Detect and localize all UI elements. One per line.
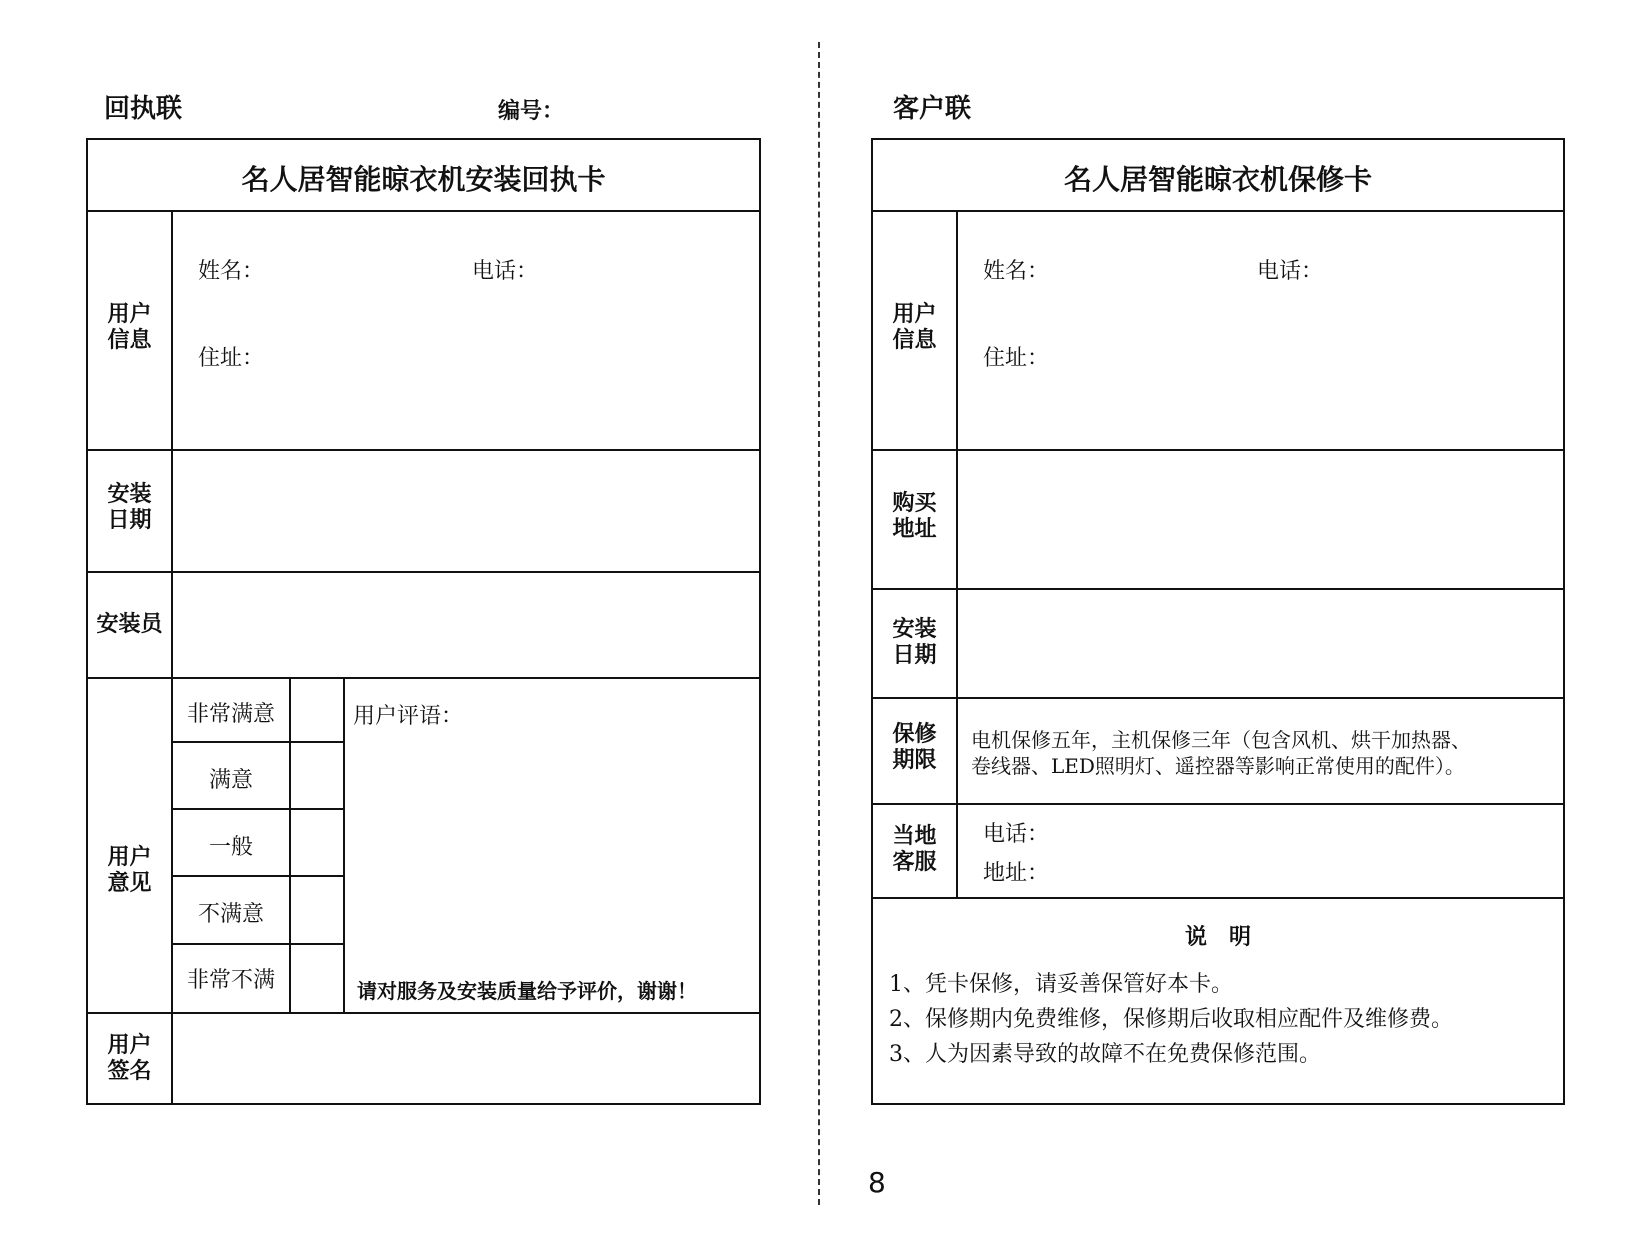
- purchase-address-label: 购买 地址: [892, 491, 937, 542]
- receipt-section-label: 回执联: [104, 94, 183, 124]
- note-item: 1、凭卡保修，请妥善保管好本卡。: [889, 972, 1233, 997]
- rating-dissatisfied: 不满意: [197, 902, 264, 927]
- right-phone-label: 电话：: [1257, 259, 1324, 284]
- phone-label: 电话：: [472, 259, 539, 284]
- cut-line: [818, 42, 820, 1205]
- warranty-period-label: 保修 期限: [892, 722, 937, 773]
- comment-label: 用户评语：: [353, 704, 464, 729]
- rating-checkbox-3[interactable]: [291, 810, 343, 875]
- local-service-label: 当地 客服: [892, 824, 937, 875]
- warranty-card: [871, 138, 1565, 1105]
- note-item: 3、人为因素导致的故障不在免费保修范围。: [889, 1042, 1321, 1067]
- name-label: 姓名：: [198, 259, 265, 284]
- service-address-label: 地址：: [983, 861, 1050, 886]
- notes-title: 说 明: [1184, 925, 1251, 950]
- rating-very-dissatisfied: 非常不满: [186, 968, 275, 993]
- signature-label: 用户 签名: [107, 1033, 152, 1084]
- install-date-label: 安装 日期: [107, 482, 152, 533]
- right-install-date-label: 安装 日期: [892, 617, 937, 668]
- comment-footer: 请对服务及安装质量给予评价，谢谢！: [357, 979, 697, 1003]
- warranty-text-line-2: 卷线器、LED照明灯、遥控器等影响正常使用的配件）。: [971, 754, 1465, 778]
- user-opinion-label: 用户 意见: [107, 845, 152, 896]
- right-user-info-label: 用户 信息: [892, 302, 937, 353]
- rating-checkbox-4[interactable]: [291, 877, 343, 943]
- rating-checkbox-1[interactable]: [291, 679, 343, 741]
- warranty-card-title: 名人居智能晾衣机保修卡: [1063, 163, 1372, 196]
- service-phone-label: 电话：: [983, 822, 1050, 847]
- right-name-label: 姓名：: [983, 259, 1050, 284]
- customer-section-label: 客户联: [893, 94, 972, 124]
- rating-average: 一般: [208, 835, 253, 860]
- user-info-label: 用户 信息: [107, 302, 152, 353]
- rating-satisfied: 满意: [208, 768, 253, 793]
- right-address-label: 住址：: [983, 346, 1050, 371]
- warranty-text-line-1: 电机保修五年，主机保修三年（包含风机、烘干加热器、: [971, 728, 1471, 752]
- note-item: 2、保修期内免费维修，保修期后收取相应配件及维修费。: [889, 1007, 1453, 1032]
- page-number: 8: [868, 1166, 886, 1199]
- address-label: 住址：: [198, 346, 265, 371]
- install-receipt-card: [86, 138, 761, 1105]
- rating-checkbox-2[interactable]: [291, 743, 343, 808]
- serial-number-label: 编号：: [498, 99, 565, 124]
- rating-very-satisfied: 非常满意: [186, 702, 275, 727]
- installer-label: 安装员: [96, 612, 163, 637]
- install-receipt-title: 名人居智能晾衣机安装回执卡: [241, 163, 606, 196]
- rating-checkbox-5[interactable]: [291, 945, 343, 1012]
